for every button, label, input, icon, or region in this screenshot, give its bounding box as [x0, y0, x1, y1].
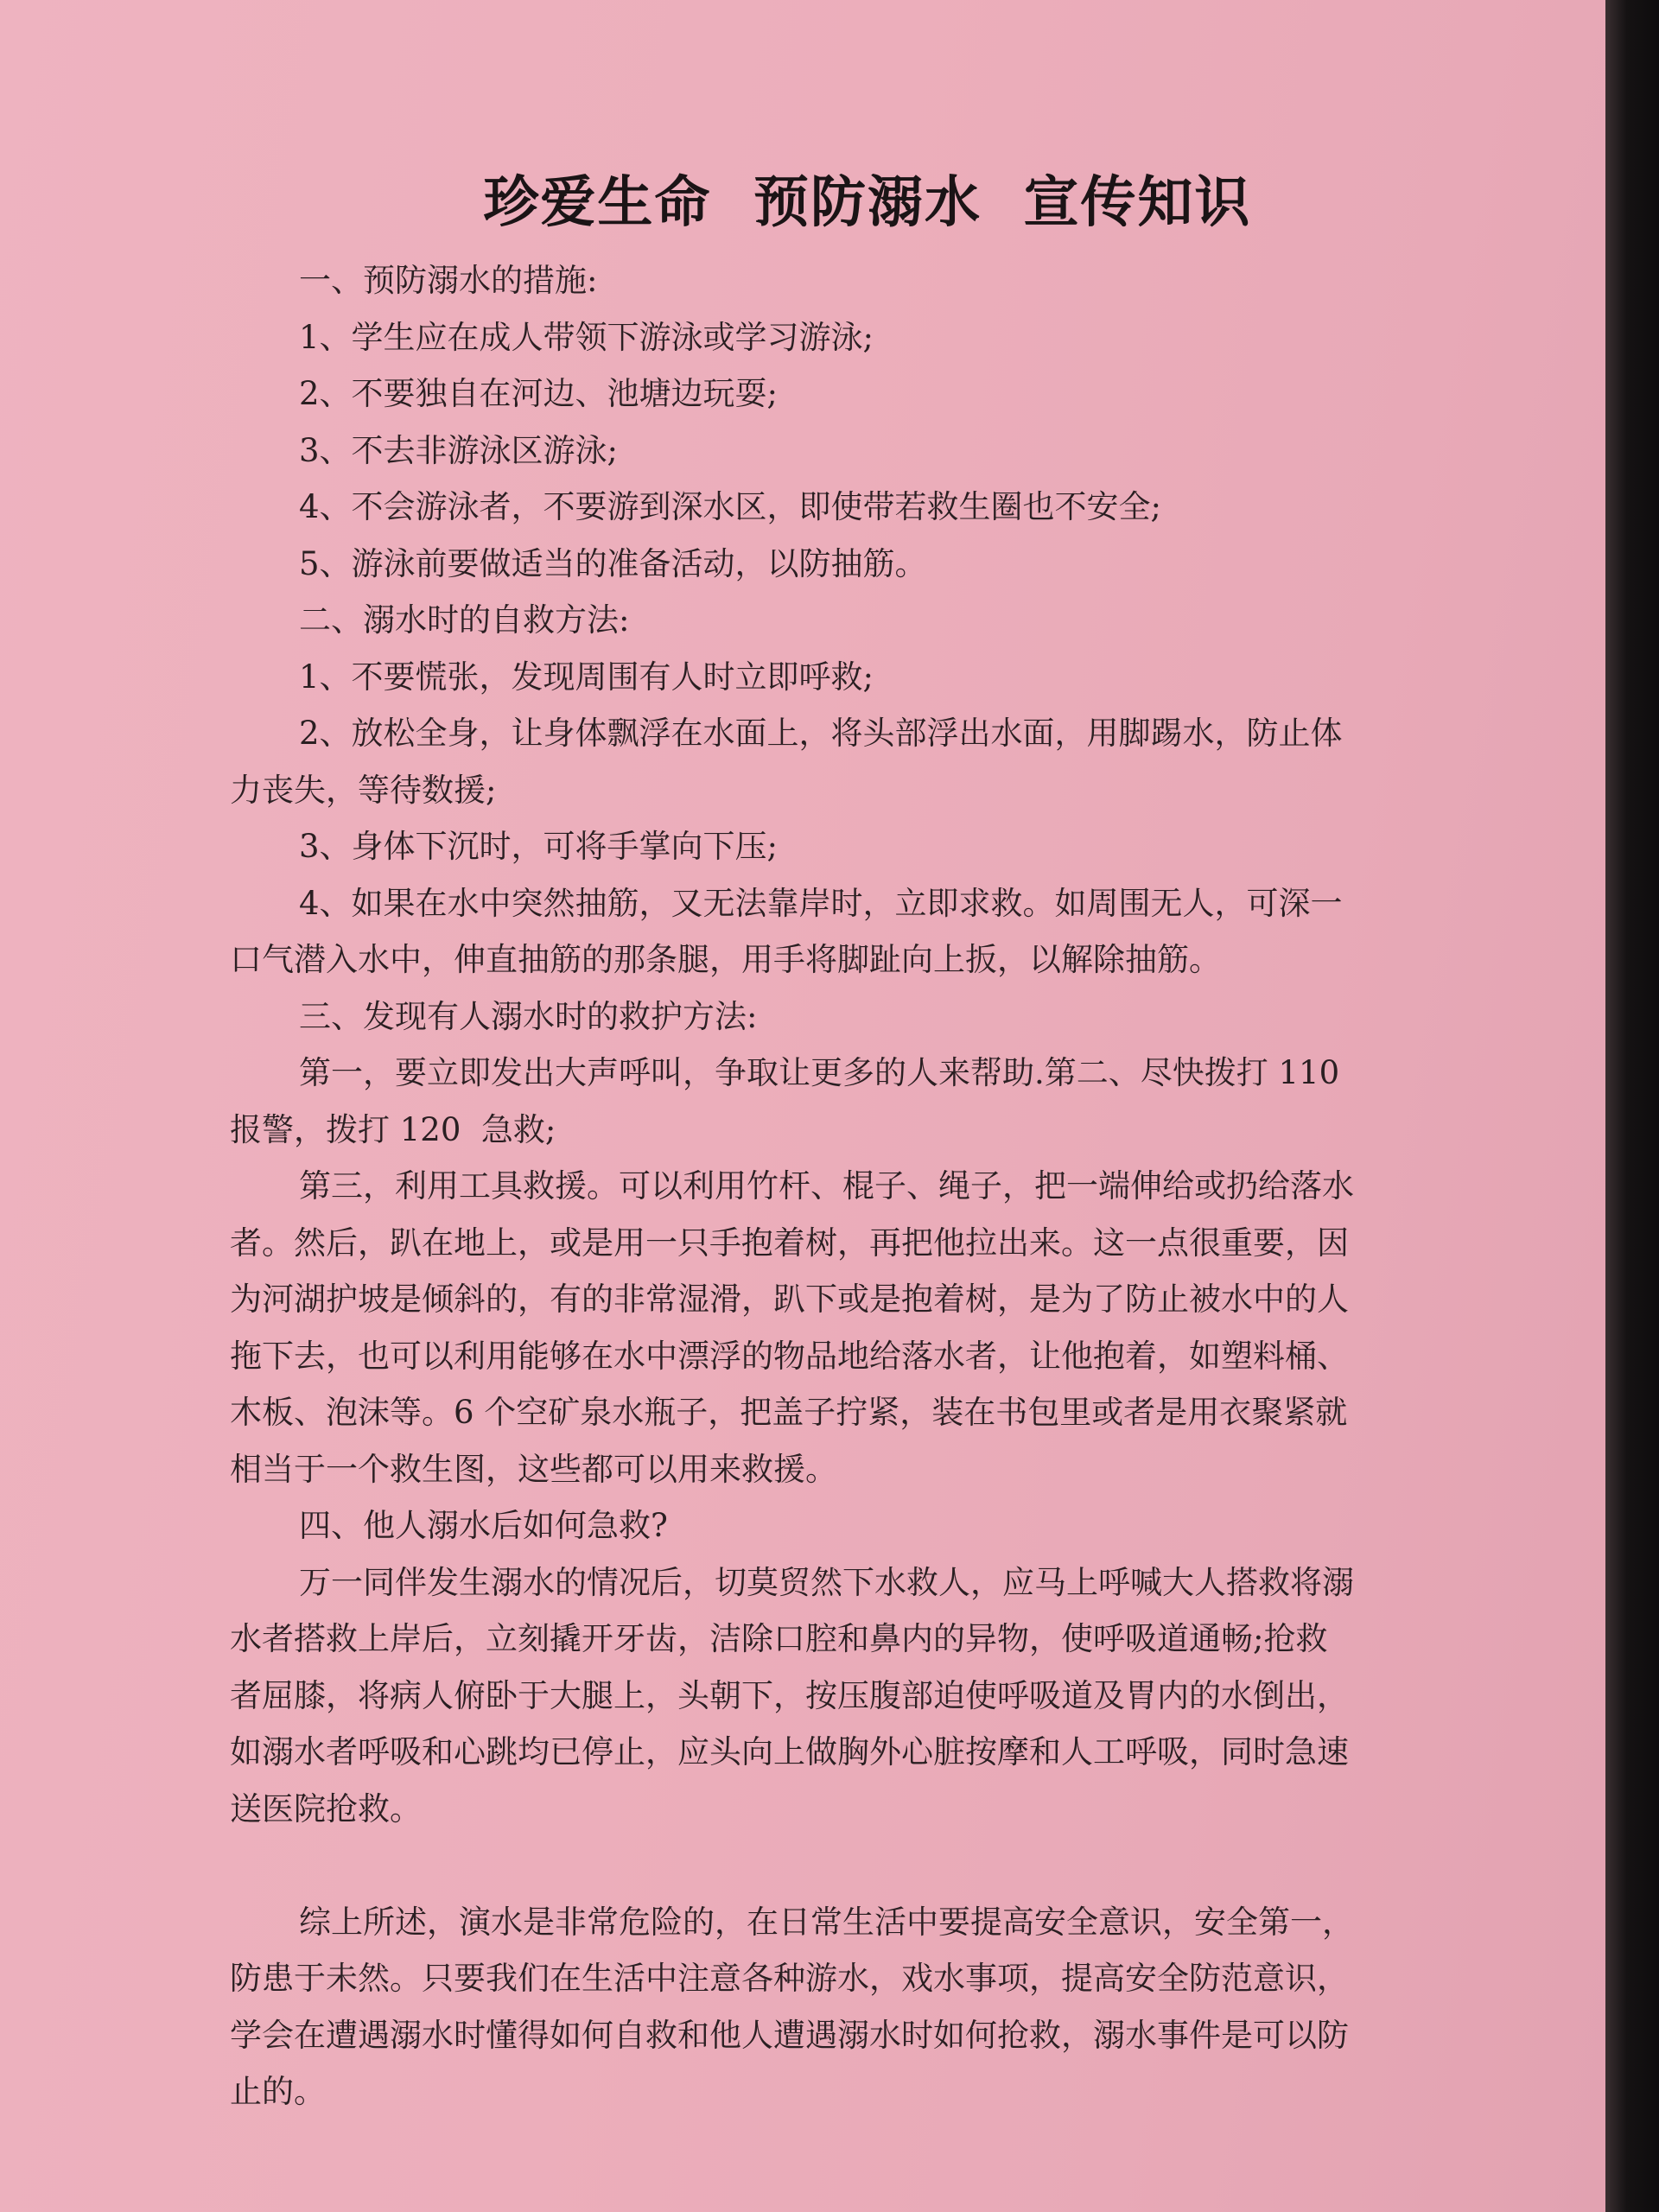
background-edge [1605, 0, 1659, 2212]
text-line: 木板、泡沫等。6 个空矿泉水瓶子，把盖子拧紧，装在书包里或者是用衣聚紧就 [230, 1394, 1348, 1431]
text-line: 一、预防溺水的措施: [299, 262, 598, 299]
text-line [230, 1837, 1388, 1894]
text-line: 口气潜入水中，伸直抽筋的那条腿，用手将脚趾向上扳，以解除抽筋。 [230, 941, 1221, 978]
text-line: 三、发现有人溺水时的救护方法: [299, 997, 758, 1035]
text-line: 如溺水者呼吸和心跳均已停止，应头向上做胸外心脏按摩和人工呼吸，同时急速 [230, 1733, 1349, 1770]
text-line: 5、游泳前要做适当的准备活动，以防抽筋。 [299, 544, 927, 582]
text-line: 3、身体下沉时，可将手掌向下压; [299, 828, 779, 865]
document-title: 珍爱生命 预防溺水 宣传知识 [483, 170, 1252, 235]
text-line: 相当于一个救生图，这些都可以用来救援。 [230, 1450, 837, 1488]
text-line: 3、不去非游泳区游泳; [299, 431, 619, 469]
text-line: 2、不要独自在河边、池塘边玩耍; [299, 375, 779, 412]
text-line: 拖下去，也可以利用能够在水中漂浮的物品地给落水者，让他抱着，如塑料桶、 [230, 1337, 1349, 1375]
text-line: 4、如果在水中突然抽筋，又无法靠岸时，立即求救。如周围无人，可深一 [299, 884, 1343, 922]
text-line: 力丧失，等待数援; [230, 771, 497, 809]
text-line: 1、不要慌张，发现周围有人时立即呼救; [299, 658, 874, 696]
text-line: 4、不会游泳者，不要游到深水区，即使带若救生圈也不安全; [299, 488, 1162, 525]
text-line: 第三，利用工具救援。可以利用竹杆、棍子、绳子，把一端伸给或扔给落水 [299, 1167, 1354, 1205]
text-line: 二、溺水时的自救方法: [299, 601, 630, 639]
text-line: 报警，拨打 120 急救; [230, 1110, 556, 1148]
text-line: 水者搭救上岸后，立刻撬开牙齿，洁除口腔和鼻内的异物，使呼吸道通畅;抢救 [230, 1620, 1328, 1657]
text-line: 2、放松全身，让身体飘浮在水面上，将头部浮出水面，用脚踢水，防止体 [299, 715, 1343, 752]
text-line: 第一，要立即发出大声呼叫，争取让更多的人来帮助.第二、尽快拨打 110 [299, 1054, 1340, 1091]
text-line: 防患于未然。只要我们在生活中注意各种游水，戏水事项，提高安全防范意识， [230, 1960, 1349, 1997]
document-body [230, 252, 1388, 2120]
text-line: 者屈膝，将病人俯卧于大腿上，头朝下，按压腹部迫使呼吸道及胃内的水倒出， [230, 1676, 1349, 1714]
text-line: 万一同伴发生溺水的情况后，切莫贸然下水救人，应马上呼喊大人搭救将溺 [299, 1563, 1354, 1601]
text-line: 综上所述，演水是非常危险的，在日常生活中要提高安全意识，安全第一， [299, 1903, 1354, 1941]
text-line: 止的。 [230, 2073, 326, 2110]
text-line: 四、他人溺水后如何急救? [299, 1507, 668, 1544]
text-line: 学会在遭遇溺水时懂得如何自救和他人遭遇溺水时如何抢救，溺水事件是可以防 [230, 2016, 1349, 2054]
text-line: 者。然后，趴在地上，或是用一只手抱着树，再把他拉出来。这一点很重要，因 [230, 1224, 1349, 1262]
text-line: 1、学生应在成人带领下游泳或学习游泳; [299, 318, 874, 356]
text-line: 为河湖护坡是倾斜的，有的非常湿滑，趴下或是抱着树，是为了防止被水中的人 [230, 1281, 1349, 1318]
text-line: 送医院抢救。 [230, 1789, 422, 1827]
